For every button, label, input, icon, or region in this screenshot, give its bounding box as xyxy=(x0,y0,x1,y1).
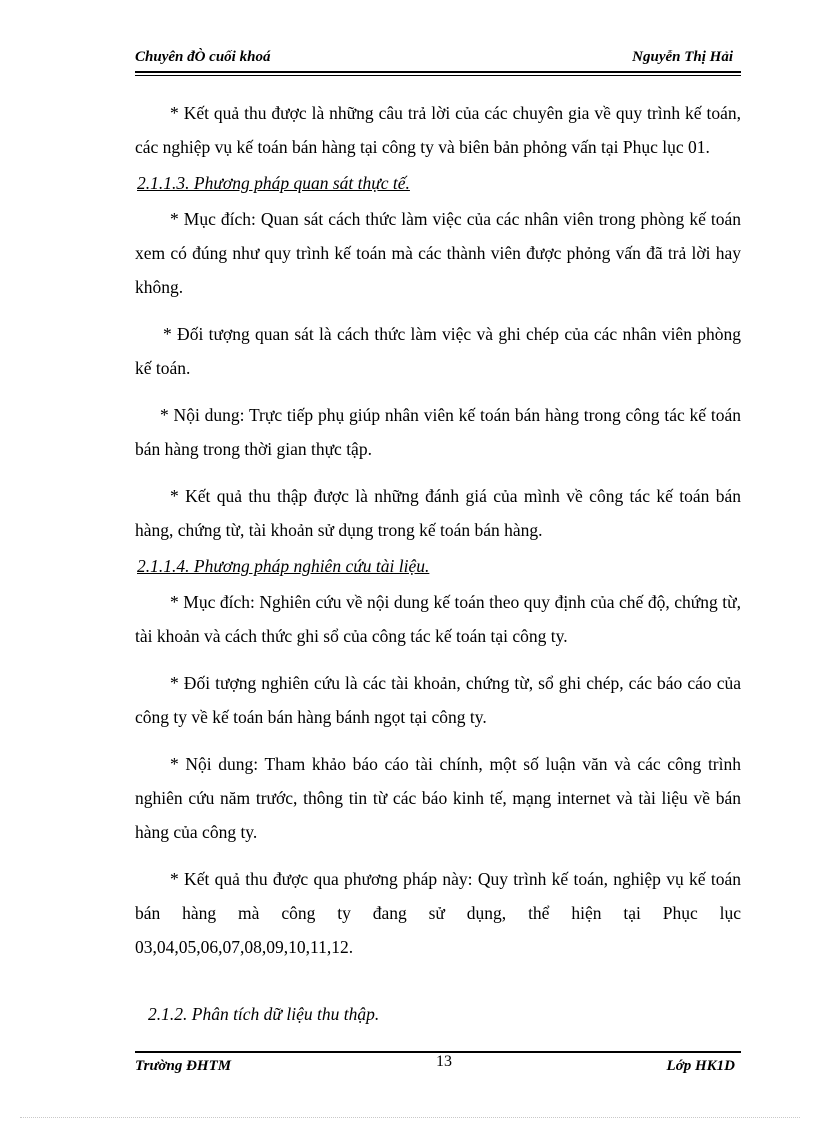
section-heading-data-analysis: 2.1.2. Phân tích dữ liệu thu thập. xyxy=(148,1004,380,1024)
page-number: 13 xyxy=(436,1053,452,1070)
paragraph-observation-result: * Kết quả thu thập được là những đánh giá của mình về công tác kế toán bán hàng, chứng từ, tài khoản sử dụng trong kế toán bán hàng. xyxy=(135,486,741,540)
footer-class: Lớp HK1D xyxy=(666,1058,735,1074)
footer-school: Trường ĐHTM xyxy=(135,1058,232,1074)
page-body xyxy=(135,96,741,977)
page-footer xyxy=(135,1055,741,1077)
section-heading-document-research: 2.1.1.4. Phương pháp nghiên cứu tài liệu. xyxy=(137,556,430,576)
header-rule-thick xyxy=(135,71,741,73)
section-heading-observation: 2.1.1.3. Phương pháp quan sát thực tế. xyxy=(137,173,410,193)
header-author: Nguyễn Thị Hải xyxy=(632,49,733,65)
paragraph-research-content: * Nội dung: Tham khảo báo cáo tài chính, một số luận văn và các công trình nghiên cứu năm trước, thông tin từ các báo kinh tế, mạng internet và tài liệu về bán hàng của công ty. xyxy=(135,754,741,842)
paragraph-research-result: * Kết quả thu được qua phương pháp này: Quy trình kế toán, nghiệp vụ kế toán bán hàng mà công ty đang sử dụng, thể hiện tại Phục lục 03,04,05,06,07,08,09,10,11,12. xyxy=(135,869,741,957)
paragraph-observation-object: * Đối tượng quan sát là cách thức làm việc và ghi chép của các nhân viên phòng kế toán. xyxy=(135,324,741,378)
paragraph-observation-purpose: * Mục đích: Quan sát cách thức làm việc của các nhân viên trong phòng kế toán xem có đúng như quy trình kế toán mà các thành viên được phỏng vấn đã trả lời hay không. xyxy=(135,209,741,297)
paragraph-observation-content: * Nội dung: Trực tiếp phụ giúp nhân viên kế toán bán hàng trong công tác kế toán bán hàng trong thời gian thực tập. xyxy=(135,405,741,459)
paragraph-research-object: * Đối tượng nghiên cứu là các tài khoản, chứng từ, sổ ghi chép, các báo cáo của công ty về kế toán bán hàng bánh ngọt tại công ty. xyxy=(135,673,741,727)
paragraph-result-interview: * Kết quả thu được là những câu trả lời của các chuyên gia về quy trình kế toán, các nghiệp vụ kế toán bán hàng tại công ty và biên bản phỏng vấn tại Phục lục 01. xyxy=(135,103,741,157)
header-title: Chuyên đÒ cuối khoá xyxy=(135,49,271,65)
page-bottom-border xyxy=(20,1117,800,1118)
page-header xyxy=(135,49,741,69)
paragraph-research-purpose: * Mục đích: Nghiên cứu về nội dung kế toán theo quy định của chế độ, chứng từ, tài khoản và cách thức ghi sổ của công tác kế toán tại công ty. xyxy=(135,592,741,646)
header-rule-thin xyxy=(135,75,741,76)
